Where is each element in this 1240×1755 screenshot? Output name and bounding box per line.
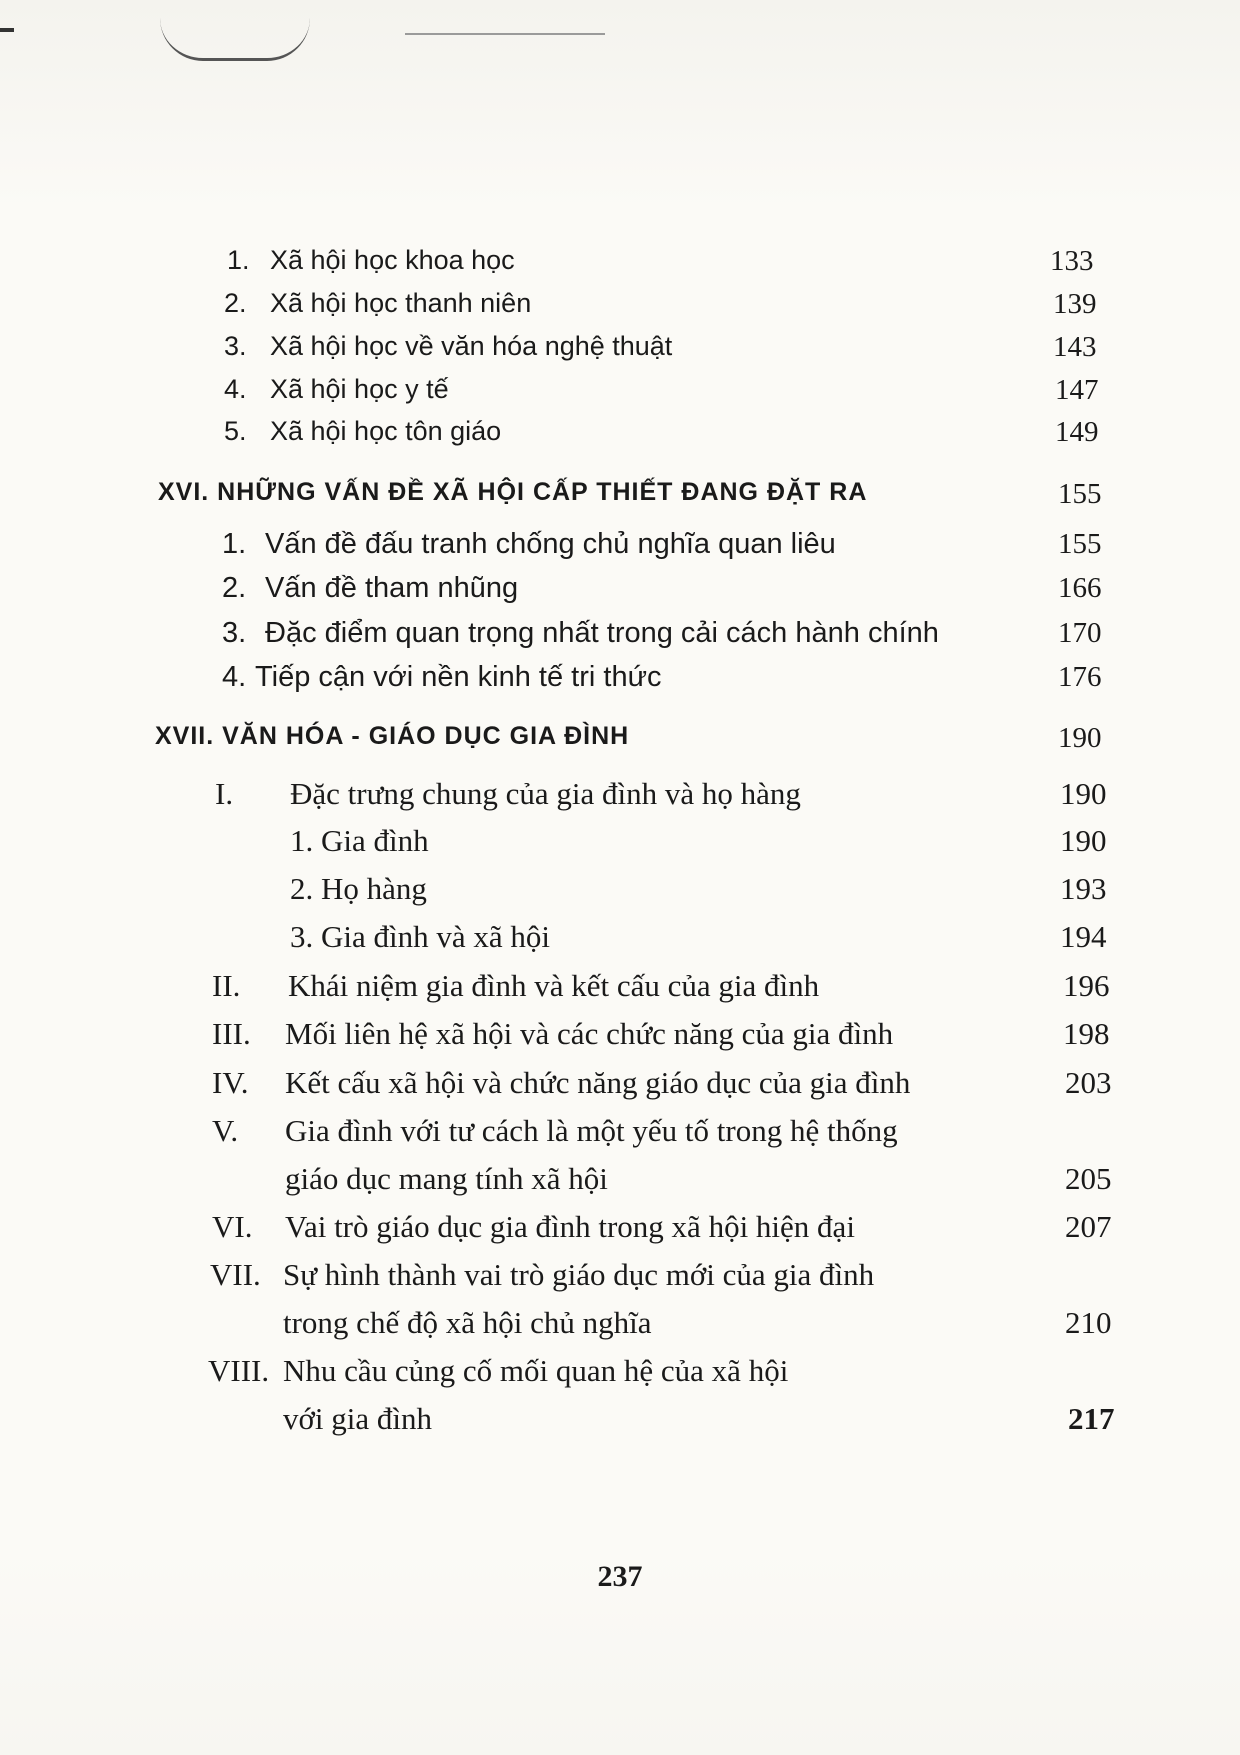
toc-entry-page: 198 (1063, 1016, 1110, 1051)
toc-entry-number: VIII. (208, 1353, 270, 1388)
toc-entry-page: 133 (1050, 245, 1094, 277)
toc-chapter-title: XVI. NHỮNG VẤN ĐỀ XÃ HỘI CẤP THIẾT ĐANG ĐẶT RA (158, 478, 868, 506)
toc-entry-title: Khái niệm gia đình và kết cấu của gia đình (288, 968, 820, 1003)
toc-entry-page: 170 (1058, 617, 1102, 649)
toc-entry (0, 245, 1240, 289)
toc-entry-title: Sự hình thành vai trò giáo dục mới của gia đình (283, 1257, 875, 1292)
toc-entry-title: Đặc điểm quan trọng nhất trong cải cách hành chính (265, 617, 939, 649)
printed-ornament-rule (405, 33, 605, 35)
toc-entry (0, 968, 1240, 1012)
toc-entry-page: 203 (1065, 1065, 1112, 1100)
toc-entry (0, 823, 1240, 867)
toc-entry-title: Gia đình với tư cách là một yếu tố trong hệ thống (285, 1113, 898, 1148)
toc-entry (0, 416, 1240, 460)
toc-entry-title: Vấn đề đấu tranh chống chủ nghĩa quan liêu (265, 528, 836, 560)
toc-chapter-page: 190 (1058, 722, 1102, 754)
toc-entry-number: 3. (224, 331, 247, 361)
toc-entry (0, 1353, 1240, 1397)
toc-entry-title: trong chế độ xã hội chủ nghĩa (283, 1305, 652, 1340)
toc-entry-page: 190 (1060, 776, 1107, 811)
toc-entry-continuation (0, 1161, 1240, 1205)
toc-entry-title: Vai trò giáo dục gia đình trong xã hội hiện đại (285, 1209, 855, 1244)
printed-ornament-curve (160, 18, 310, 61)
toc-chapter (0, 722, 1240, 766)
toc-entry-number: 2. (222, 572, 247, 604)
toc-entry-page: 193 (1060, 871, 1107, 906)
toc-entry-page: 196 (1063, 968, 1110, 1003)
toc-entry (0, 288, 1240, 332)
toc-entry-number: VII. (210, 1257, 261, 1292)
toc-entry-title: Vấn đề tham nhũng (265, 572, 519, 604)
toc-entry-number: 5. (224, 416, 247, 446)
toc-entry-title: Kết cấu xã hội và chức năng giáo dục của gia đình (285, 1065, 911, 1100)
toc-entry-title: Xã hội học khoa học (270, 245, 515, 275)
toc-entry-number: 4. (224, 374, 247, 404)
toc-entry-page: 143 (1053, 331, 1097, 363)
toc-entry-number: III. (212, 1016, 251, 1051)
toc-entry-number: 3. (222, 617, 247, 649)
toc-entry-page: 217 (1068, 1401, 1115, 1436)
toc-entry (0, 617, 1240, 661)
toc-entry-number: 2. (224, 288, 247, 318)
toc-entry-title: 1. Gia đình (290, 823, 429, 858)
toc-entry-title: Xã hội học thanh niên (270, 288, 532, 318)
toc-entry (0, 1209, 1240, 1253)
page-number: 237 (597, 1560, 643, 1593)
toc-entry (0, 919, 1240, 963)
toc-entry-page: 155 (1058, 528, 1102, 560)
toc-entry-page: 139 (1053, 288, 1097, 320)
toc-entry (0, 331, 1240, 375)
toc-entry-number: VI. (212, 1209, 253, 1244)
toc-entry-number: V. (212, 1113, 239, 1148)
toc-entry-page: 176 (1058, 661, 1102, 693)
toc-entry-number: IV. (212, 1065, 249, 1100)
toc-entry-title: Đặc trưng chung của gia đình và họ hàng (290, 776, 801, 811)
toc-entry (0, 1016, 1240, 1060)
toc-entry-number: 1. (222, 528, 247, 560)
toc-entry-page: 194 (1060, 919, 1107, 954)
toc-chapter (0, 478, 1240, 522)
toc-entry-number: 4. (222, 661, 247, 693)
toc-entry-title: giáo dục mang tính xã hội (285, 1161, 608, 1196)
toc-entry-title: Xã hội học về văn hóa nghệ thuật (270, 331, 673, 361)
toc-entry (0, 1065, 1240, 1109)
toc-chapter-page: 155 (1058, 478, 1102, 510)
toc-entry (0, 528, 1240, 572)
toc-entry-title: 3. Gia đình và xã hội (290, 919, 551, 954)
toc-entry-title: Nhu cầu củng cố mối quan hệ của xã hội (283, 1353, 789, 1388)
toc-entry-title: 2. Họ hàng (290, 871, 427, 906)
toc-entry-page: 205 (1065, 1161, 1112, 1196)
toc-entry-title: với gia đình (283, 1401, 432, 1436)
toc-entry-page: 166 (1058, 572, 1102, 604)
toc-entry-page: 190 (1060, 823, 1107, 858)
toc-entry-number: 1. (227, 245, 250, 275)
toc-entry (0, 871, 1240, 915)
toc-chapter-title: XVII. VĂN HÓA - GIÁO DỤC GIA ĐÌNH (155, 722, 630, 750)
toc-entry (0, 572, 1240, 616)
toc-entry-title: Xã hội học tôn giáo (270, 416, 502, 446)
toc-entry-page: 149 (1055, 416, 1099, 448)
toc-entry-page: 147 (1055, 374, 1099, 406)
toc-entry-title: Mối liên hệ xã hội và các chức năng của gia đình (285, 1016, 894, 1051)
toc-entry (0, 1257, 1240, 1301)
toc-entry-number: II. (212, 968, 241, 1003)
toc-entry (0, 776, 1240, 820)
toc-entry-page: 207 (1065, 1209, 1112, 1244)
toc-entry (0, 374, 1240, 418)
toc-entry (0, 1113, 1240, 1157)
toc-entry-continuation (0, 1401, 1240, 1445)
toc-entry-continuation (0, 1305, 1240, 1349)
toc-entry-page: 210 (1065, 1305, 1112, 1340)
page-edge-mark (0, 28, 14, 32)
toc-entry (0, 661, 1240, 705)
toc-entry-number: I. (215, 776, 234, 811)
toc-entry-title: Xã hội học y tế (270, 374, 449, 404)
toc-entry-title: Tiếp cận với nền kinh tế tri thức (255, 661, 662, 693)
